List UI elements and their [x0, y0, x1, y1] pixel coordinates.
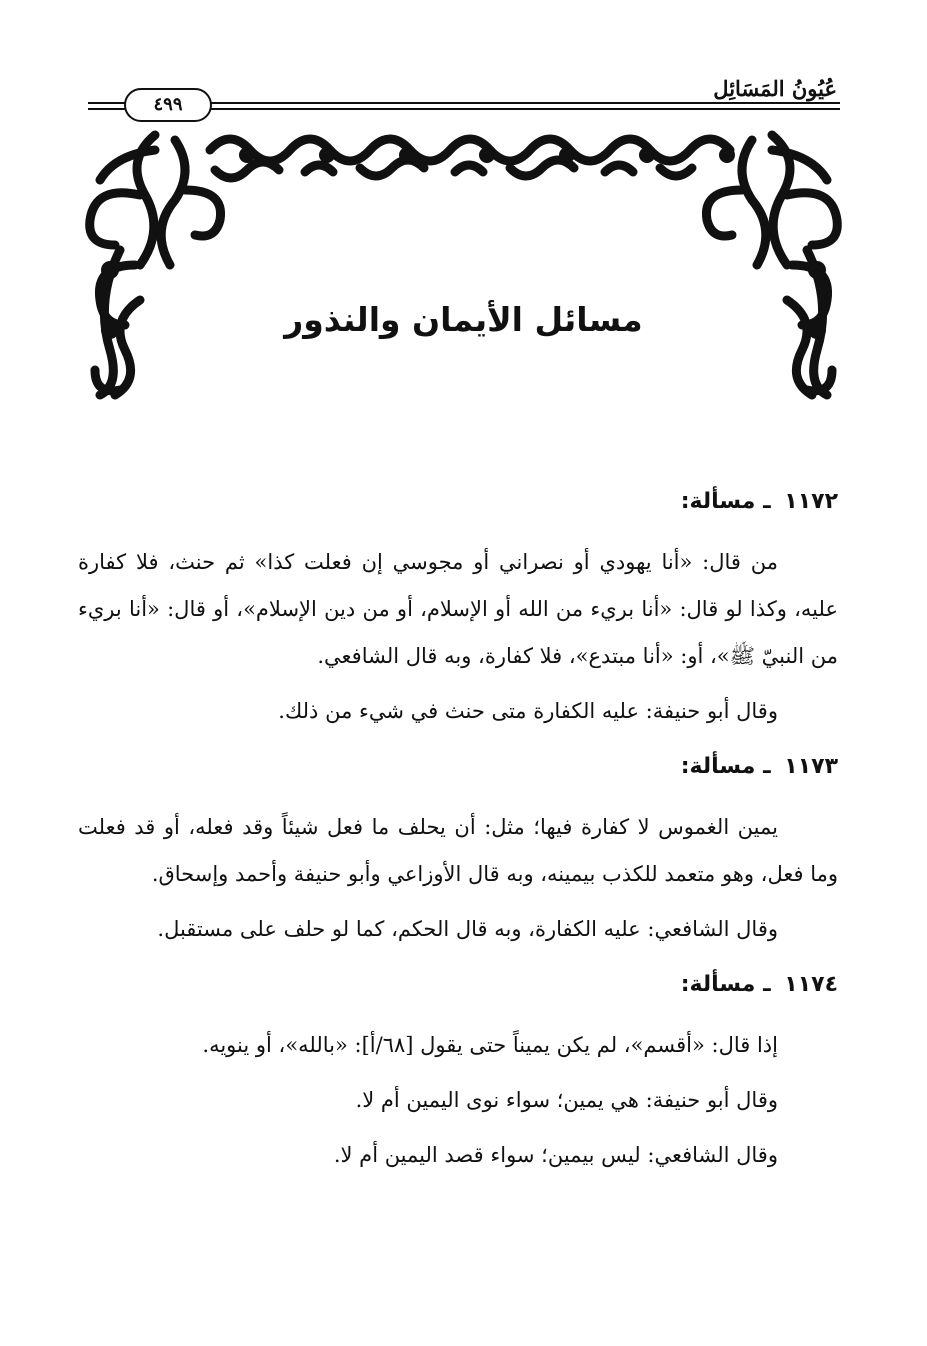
main-text — [78, 478, 838, 1187]
page-number: ٤٩٩ — [124, 88, 212, 122]
issue-heading — [78, 961, 838, 1008]
running-title: عُيُونُ المَسَائِل — [713, 76, 837, 101]
issue-number: ١١٧٢ — [784, 489, 838, 514]
paragraph: وقال أبو حنيفة: هي يمين؛ سواء نوى اليمين أم لا. — [355, 1088, 778, 1112]
paragraph: وقال الشافعي: عليه الكفارة، وبه قال الحكم، كما لو حلف على مستقبل. — [157, 917, 778, 941]
paragraph: يمين الغموس لا كفارة فيها؛ مثل: أن يحلف ما فعل شيئاً وقد فعله، أو قد فعلت وما فعل، وهو متعمد للكذب بيمينه، وبه قال الأوزاعي وأبو حنيفة وأحمد وإسحاق. — [78, 815, 838, 886]
paragraph: وقال أبو حنيفة: عليه الكفارة متى حنث في شيء من ذلك. — [278, 699, 778, 723]
issue-heading — [78, 478, 838, 525]
paragraph: إذا قال: «أقسم»، لم يكن يميناً حتى يقول [٦٨/أ]: «بالله»، أو ينويه. — [202, 1033, 778, 1057]
issue-heading — [78, 743, 838, 790]
issue-label: ـ مسألة: — [680, 754, 771, 779]
issue-number: ١١٧٤ — [784, 972, 838, 997]
ornamental-frame — [0, 0, 927, 420]
paragraph: من قال: «أنا يهودي أو نصراني أو مجوسي إن فعلت كذا» ثم حنث، فلا كفارة عليه، وكذا لو قال: «أنا بريء من الله أو الإسلام، أو من دين الإسلام»، أو قال: «أنا بريء من النبيّ ﷺ»، أو: «أنا مبتدع»، فلا كفارة، وبه قال الشافعي. — [78, 550, 838, 668]
issue-label: ـ مسألة: — [680, 489, 771, 514]
chapter-title: مسائل الأيمان والنذور — [284, 300, 643, 339]
issue-label: ـ مسألة: — [680, 972, 771, 997]
paragraph: وقال الشافعي: ليس بيمين؛ سواء قصد اليمين أم لا. — [333, 1143, 778, 1167]
issue-number: ١١٧٣ — [784, 754, 838, 779]
